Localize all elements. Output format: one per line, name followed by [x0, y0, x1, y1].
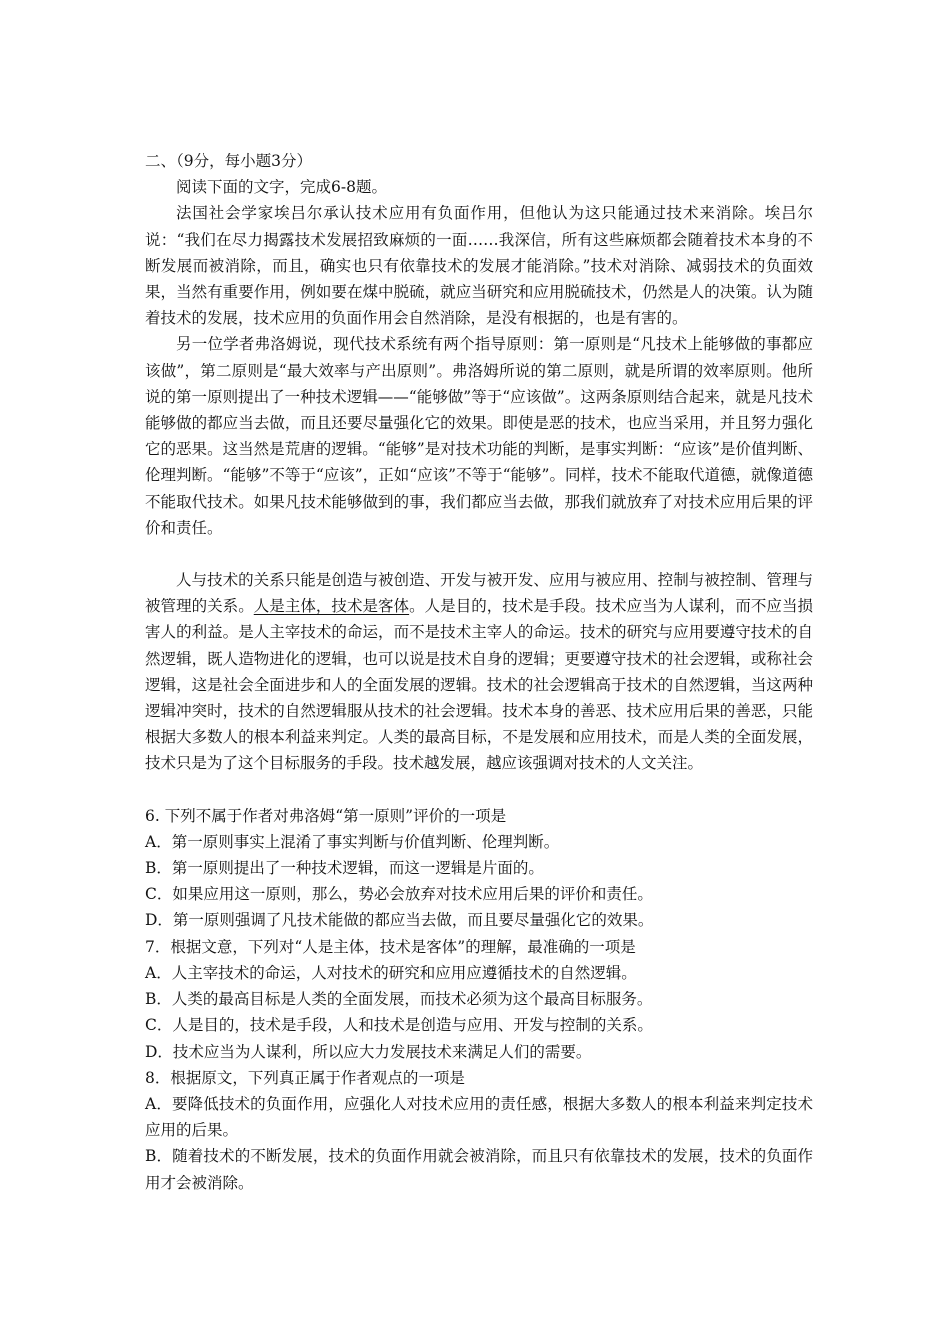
- question-stem: 8．根据原文，下列真正属于作者观点的一项是: [145, 1068, 465, 1087]
- paragraph-3-rest: 。人是目的，技术是手段。技术应当为人谋利，而不应当损害人的利益。是人主宰技术的命运，而不是技术主宰人的命运。技术的研究与应用要遵守技术的自然逻辑，既人造物进化的逻辑，也可以说是技术自身的逻辑；更要遵守技术的社会逻辑，或称社会逻辑，这是社会全面进步和人的全面发展的逻辑。技术的社会逻辑高于技术的自然逻辑，当这两种逻辑冲突时，技术的自然逻辑服从技术的社会逻辑。技术本身的善恶、技术应用后果的善恶，只能根据大多数人的根本利益来判定。人类的最高目标，不是发展和应用技术，而是人类的全面发展，技术只是为了这个目标服务的手段。技术越发展，越应该强调对技术的人文关注。: [145, 597, 813, 773]
- underlined-phrase: 人是主体，技术是客体: [253, 597, 410, 616]
- question-option: A．要降低技术的负面作用，应强化人对技术应用的责任感，根据大多数人的根本利益来判定技术应用的后果。: [145, 1094, 813, 1140]
- question-option: D．第一原则强调了凡技术能做的都应当去做，而且要尽量强化它的效果。: [145, 911, 654, 930]
- instruction-text: 阅读下面的文字，完成6-8题。: [176, 178, 387, 197]
- paragraph-3-lead: 人与技术的关系只能是创造与被创造、开发与被开发、应用与被应用、控制与被控制、管理与被管理的关系。: [145, 571, 813, 616]
- question-stem: 6. 下列不属于作者对弗洛姆“第一原则”评价的一项是: [145, 806, 507, 825]
- paragraph-gap: [145, 777, 813, 803]
- question-7: [145, 934, 813, 1065]
- question-option: B．第一原则提出了一种技术逻辑，而这一逻辑是片面的。: [145, 859, 544, 878]
- question-option: C．人是目的，技术是手段，人和技术是创造与应用、开发与控制的关系。: [145, 1016, 653, 1035]
- paragraph-gap: [145, 541, 813, 567]
- question-stem: 7．根据文意，下列对“人是主体，技术是客体”的理解，最准确的一项是: [145, 937, 636, 956]
- question-option: B．人类的最高目标是人类的全面发展，而技术必须为这个最高目标服务。: [145, 990, 653, 1009]
- reading-section: [145, 148, 813, 1196]
- section-heading: 二、（9分，每小题3分）: [145, 152, 312, 170]
- question-option: A．人主宰技术的命运，人对技术的研究和应用应遵循技术的自然逻辑。: [145, 963, 637, 982]
- question-6: [145, 803, 813, 934]
- passage-paragraph-3: [145, 567, 813, 777]
- question-option: D．技术应当为人谋利，所以应大力发展技术来满足人们的需要。: [145, 1042, 592, 1061]
- question-option: C．如果应用这一原则，那么，势必会放弃对技术应用后果的评价和责任。: [145, 885, 653, 904]
- passage-paragraph-2: 另一位学者弗洛姆说，现代技术系统有两个指导原则：第一原则是“凡技术上能够做的事都应该做”，第二原则是“最大效率与产出原则”。弗洛姆所说的第二原则，就是所谓的效率原则。他所说的第一原则提出了一种技术逻辑——“能够做”等于“应该做”。这两条原则结合起来，就是凡技术能够做的都应当去做，而且还要尽量强化它的效果。即使是恶的技术，也应当采用，并且努力强化它的恶果。这当然是荒唐的逻辑。“能够”是对技术功能的判断，是事实判断：“应该”是价值判断、伦理判断。“能够”不等于“应该”，正如“应该”不等于“能够”。同样，技术不能取代道德，就像道德不能取代技术。如果凡技术能够做到的事，我们都应当去做，那我们就放弃了对技术应用后果的评价和责任。: [145, 335, 813, 537]
- passage-paragraph-1: 法国社会学家埃吕尔承认技术应用有负面作用，但他认为这只能通过技术来消除。埃吕尔说：“我们在尽力揭露技术发展招致麻烦的一面……我深信，所有这些麻烦都会随着技术本身的不断发展而被消除，而且，确实也只有依靠技术的发展才能消除。”技术对消除、减弱技术的负面效果，当然有重要作用，例如要在煤中脱硫，就应当研究和应用脱硫技术，仍然是人的决策。认为随着技术的发展，技术应用的负面作用会自然消除，是没有根据的，也是有害的。: [145, 204, 813, 328]
- question-8: [145, 1065, 813, 1196]
- question-option: B．随着技术的不断发展，技术的负面作用就会被消除，而且只有依靠技术的发展，技术的负面作用才会被消除。: [145, 1147, 813, 1192]
- question-option: A．第一原则事实上混淆了事实判断与价值判断、伦理判断。: [145, 832, 560, 851]
